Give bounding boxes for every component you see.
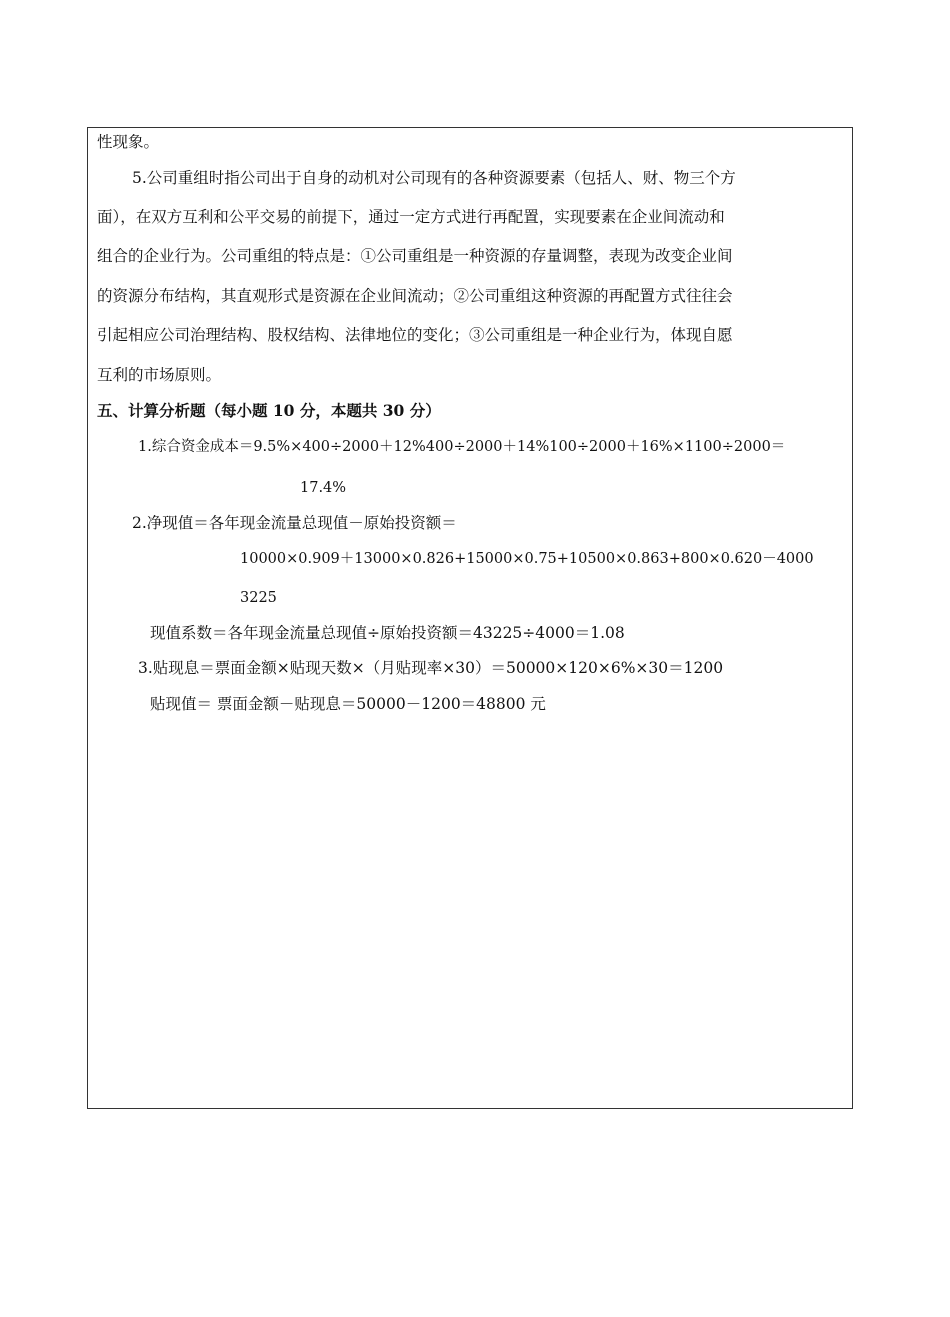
item5-line-1: 5.公司重组时指公司出于自身的动机对公司现有的各种资源要素（包括人、财、物三个方 [132, 169, 736, 187]
item5-line-3: 组合的企业行为。公司重组的特点是：①公司重组是一种资源的存量调整，表现为改变企业间 [97, 247, 733, 265]
q2-pv-index: 现值系数＝各年现金流量总现值÷原始投资额＝43225÷4000＝1.08 [150, 624, 625, 642]
q3-discount-value: 贴现值＝ 票面金额－贴现息＝50000－1200＝48800 元 [150, 695, 546, 713]
answer-box [87, 127, 853, 1109]
item5-line-5: 引起相应公司治理结构、股权结构、法律地位的变化；③公司重组是一种企业行为，体现自愿 [97, 326, 733, 344]
q2-result: 3225 [240, 590, 277, 606]
section-heading: 五、计算分析题（每小题 10 分，本题共 30 分） [97, 401, 441, 420]
item5-line-2: 面），在双方互利和公平交易的前提下，通过一定方式进行再配置，实现要素在企业间流动和 [97, 208, 725, 226]
q2-formula: 2.净现值＝各年现金流量总现值－原始投资额＝ [132, 514, 457, 532]
paragraph-tail: 性现象。 [97, 133, 160, 151]
item5-line-6: 互利的市场原则。 [97, 366, 222, 384]
q2-expansion: 10000×0.909＋13000×0.826+15000×0.75+10500×0.863+800×0.620－4000 [240, 551, 814, 567]
q1-formula: 1.综合资金成本＝9.5%×400÷2000＋12%400÷2000＋14%100÷2000＋16%×1100÷2000＝ [138, 439, 786, 455]
q1-result: 17.4% [300, 480, 347, 496]
item5-line-4: 的资源分布结构，其直观形式是资源在企业间流动；②公司重组这种资源的再配置方式往往会 [97, 287, 733, 305]
q3-discount-interest: 3.贴现息＝票面金额×贴现天数×（月贴现率×30）＝50000×120×6%×30＝1200 [138, 659, 724, 677]
